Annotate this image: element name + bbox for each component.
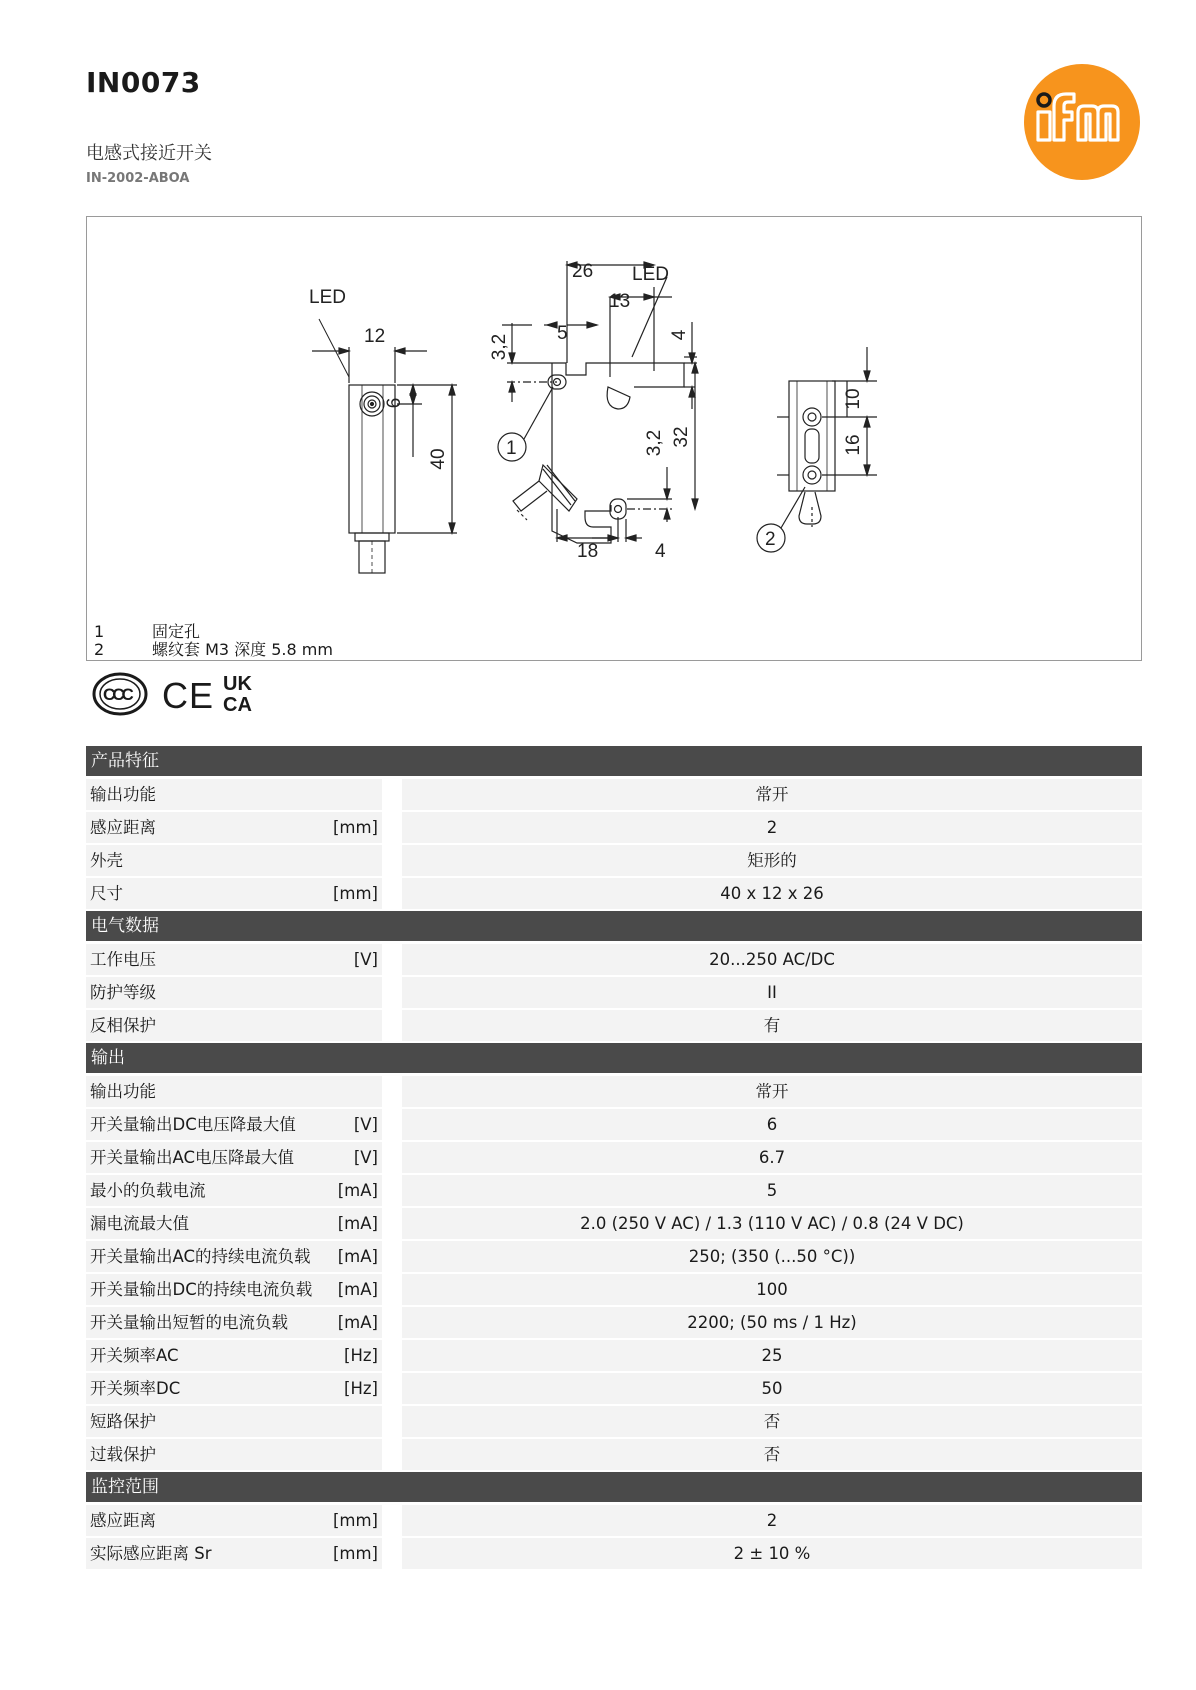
spec-value: 否: [402, 1406, 1142, 1437]
dim-18: 18: [577, 541, 599, 562]
spec-label-cell: [86, 1307, 382, 1338]
spec-value: 矩形的: [402, 845, 1142, 876]
spec-label: 开关量输出AC的持续电流负载: [90, 1247, 311, 1266]
spec-label: 开关量输出AC电压降最大值: [90, 1148, 295, 1167]
section-heading: 输出: [86, 1043, 1142, 1073]
spec-label: 感应距离: [90, 818, 156, 837]
spec-row: [86, 1142, 1142, 1173]
callout-1: 1: [506, 438, 517, 459]
spec-row: [86, 1208, 1142, 1239]
spec-row: [86, 1307, 1142, 1338]
spec-value: 250; (350 (...50 °C)): [402, 1241, 1142, 1272]
spec-value: 2 ± 10 %: [402, 1538, 1142, 1569]
section-heading: 产品特征: [86, 746, 1142, 776]
left-view: [312, 319, 457, 573]
spec-label-cell: [86, 1142, 382, 1173]
ccc-mark: [94, 674, 146, 714]
ifm-logo: [1023, 62, 1141, 182]
spec-label-cell: [86, 1076, 382, 1107]
spec-value: 5: [402, 1175, 1142, 1206]
certification-marks: [92, 668, 267, 718]
spec-label: 工作电压: [90, 950, 156, 969]
spec-label-cell: [86, 1109, 382, 1140]
dim-led-left: LED: [309, 287, 346, 308]
spec-label-cell: [86, 1175, 382, 1206]
dim-led-mid: LED: [632, 264, 669, 285]
dim-12: 12: [364, 326, 386, 347]
spec-unit: [V]: [353, 950, 378, 969]
spec-value: 2: [402, 1505, 1142, 1536]
dim-4-a: 4: [669, 329, 690, 341]
spec-label: 漏电流最大值: [90, 1214, 189, 1233]
spec-label: 外壳: [90, 851, 123, 870]
spec-row: [86, 1076, 1142, 1107]
legend-item: [94, 641, 333, 659]
legend-item: [94, 623, 333, 641]
drawing-legend: [94, 623, 333, 659]
spec-value: 有: [402, 1010, 1142, 1041]
dim-6: 6: [384, 397, 405, 409]
spec-row: [86, 1175, 1142, 1206]
spec-row: [86, 878, 1142, 909]
spec-unit: [mm]: [332, 1511, 378, 1530]
spec-label-cell: [86, 1208, 382, 1239]
dim-3-2-b: 3,2: [644, 429, 665, 457]
spec-unit: [V]: [353, 1148, 378, 1167]
spec-label-cell: [86, 1373, 382, 1404]
spec-row: [86, 1274, 1142, 1305]
spec-label-cell: [86, 1010, 382, 1041]
spec-row: [86, 779, 1142, 810]
dim-13: 13: [609, 291, 631, 312]
spec-value: 40 x 12 x 26: [402, 878, 1142, 909]
spec-unit: [V]: [353, 1115, 378, 1134]
spec-label-cell: [86, 1406, 382, 1437]
spec-label: 过载保护: [90, 1445, 156, 1464]
legend-text: 螺纹套 M3 深度 5.8 mm: [152, 640, 333, 659]
spec-row: [86, 1010, 1142, 1041]
spec-row: [86, 1241, 1142, 1272]
spec-row: [86, 1538, 1142, 1569]
spec-label: 开关频率AC: [90, 1346, 179, 1365]
spec-row: [86, 1439, 1142, 1470]
spec-unit: [mA]: [337, 1214, 378, 1233]
svg-text:UK: UK: [223, 673, 252, 695]
dim-3-2-a: 3,2: [489, 333, 510, 361]
legend-number: 1: [94, 622, 105, 641]
spec-value: II: [402, 977, 1142, 1008]
spec-unit: [mm]: [332, 818, 378, 837]
spec-label-cell: [86, 1340, 382, 1371]
legend-text: 固定孔: [152, 622, 201, 641]
dim-32: 32: [671, 426, 692, 448]
dim-26: 26: [572, 261, 594, 282]
spec-unit: [mA]: [337, 1313, 378, 1332]
svg-text:CE: CE: [162, 675, 215, 716]
spec-label: 尺寸: [90, 884, 123, 903]
spec-unit: [mm]: [332, 1544, 378, 1563]
spec-unit: [Hz]: [344, 1379, 378, 1398]
spec-label-cell: [86, 878, 382, 909]
spec-unit: [mA]: [337, 1181, 378, 1200]
spec-row: [86, 1109, 1142, 1140]
spec-label-cell: [86, 944, 382, 975]
section-heading: 监控范围: [86, 1472, 1142, 1502]
spec-row: [86, 944, 1142, 975]
spec-value: 25: [402, 1340, 1142, 1371]
spec-table: [86, 746, 1142, 1571]
spec-row: [86, 1373, 1142, 1404]
spec-value: 100: [402, 1274, 1142, 1305]
spec-label: 开关量输出短暂的电流负载: [90, 1313, 288, 1332]
spec-unit: [mA]: [337, 1247, 378, 1266]
spec-unit: [mA]: [337, 1280, 378, 1299]
spec-row: [86, 1505, 1142, 1536]
section-heading: 电气数据: [86, 911, 1142, 941]
spec-label: 开关量输出DC的持续电流负载: [90, 1280, 313, 1299]
callout-2: 2: [765, 529, 776, 550]
spec-label: 反相保护: [90, 1016, 156, 1035]
spec-row: [86, 1340, 1142, 1371]
spec-label-cell: [86, 779, 382, 810]
spec-row: [86, 812, 1142, 843]
spec-label-cell: [86, 1241, 382, 1272]
dim-5: 5: [557, 323, 568, 344]
svg-text:CCC: CCC: [103, 685, 131, 704]
spec-row: [86, 1406, 1142, 1437]
dimension-drawing: [86, 216, 1142, 661]
dim-40: 40: [428, 448, 449, 470]
dim-10: 10: [843, 388, 864, 410]
technical-drawing: [87, 217, 1143, 662]
spec-label-cell: [86, 1538, 382, 1569]
spec-label-cell: [86, 845, 382, 876]
spec-label-cell: [86, 1439, 382, 1470]
spec-label-cell: [86, 1274, 382, 1305]
spec-value: 6: [402, 1109, 1142, 1140]
spec-value: 50: [402, 1373, 1142, 1404]
product-code: IN0073: [86, 66, 201, 99]
product-title: 电感式接近开关: [86, 143, 212, 164]
spec-label: 防护等级: [90, 983, 156, 1002]
spec-value: 2.0 (250 V AC) / 1.3 (110 V AC) / 0.8 (24 V DC): [402, 1208, 1142, 1239]
spec-unit: [mm]: [332, 884, 378, 903]
dim-4-b: 4: [655, 541, 666, 562]
spec-label: 短路保护: [90, 1412, 156, 1431]
dim-16: 16: [843, 434, 864, 456]
spec-value: 常开: [402, 779, 1142, 810]
middle-view: [498, 261, 698, 543]
ukca-mark: [223, 673, 252, 716]
spec-label: 开关频率DC: [90, 1379, 181, 1398]
spec-row: [86, 845, 1142, 876]
spec-label: 开关量输出DC电压降最大值: [90, 1115, 296, 1134]
spec-value: 2200; (50 ms / 1 Hz): [402, 1307, 1142, 1338]
spec-value: 否: [402, 1439, 1142, 1470]
spec-label-cell: [86, 1505, 382, 1536]
spec-label: 输出功能: [90, 1082, 156, 1101]
legend-number: 2: [94, 640, 105, 659]
spec-label: 实际感应距离 Sr: [90, 1544, 212, 1563]
spec-label: 最小的负载电流: [90, 1181, 206, 1200]
svg-text:CA: CA: [223, 694, 252, 716]
spec-label: 感应距离: [90, 1511, 156, 1530]
spec-value: 20...250 AC/DC: [402, 944, 1142, 975]
spec-label-cell: [86, 812, 382, 843]
spec-value: 常开: [402, 1076, 1142, 1107]
spec-row: [86, 977, 1142, 1008]
ce-mark: [162, 675, 214, 716]
spec-value: 2: [402, 812, 1142, 843]
spec-unit: [Hz]: [344, 1346, 378, 1365]
spec-value: 6.7: [402, 1142, 1142, 1173]
product-sku: IN-2002-ABOA: [86, 171, 190, 186]
spec-label: 输出功能: [90, 785, 156, 804]
spec-label-cell: [86, 977, 382, 1008]
